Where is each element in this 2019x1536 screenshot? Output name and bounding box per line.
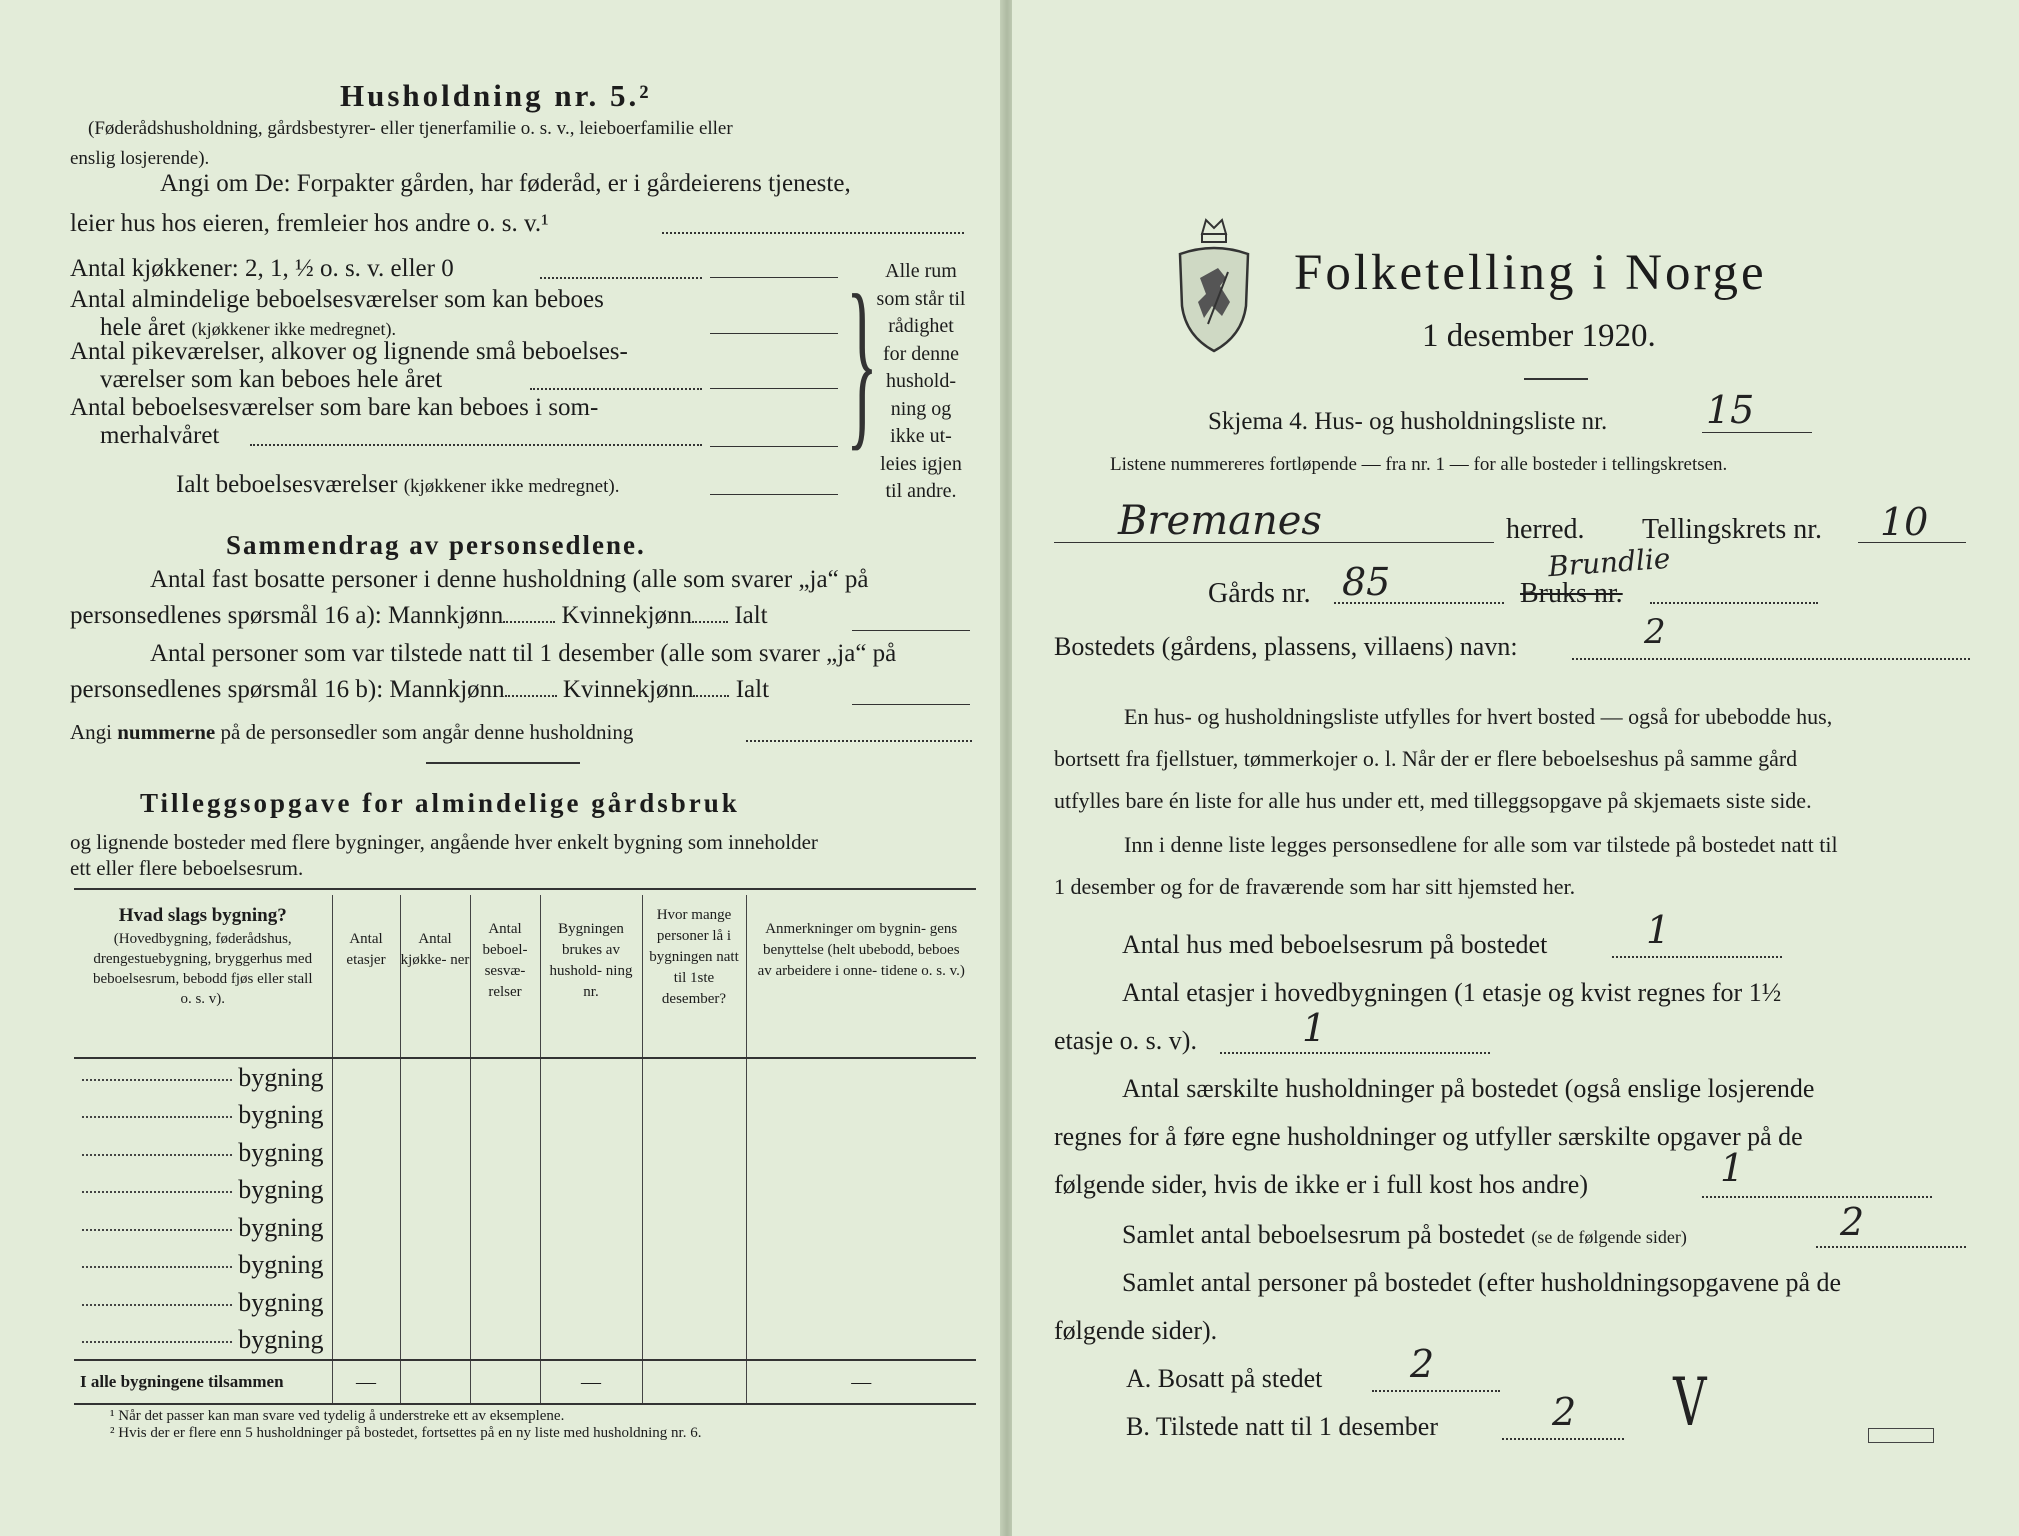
bruks-note: Brundlie [1546,541,1672,584]
herred-label: herred. [1506,514,1585,545]
bosted-line [1572,658,1970,660]
bosatt-label: A. Bosatt på stedet [1126,1364,1323,1393]
q-etasjer-value: 1 [1302,1006,1327,1050]
cell [540,1172,642,1210]
q-hus-line [1612,956,1782,958]
kvinne-label-1: Kvinnekjønn [561,602,693,629]
cell [332,1322,400,1361]
q-hush-1: Antal særskilte husholdninger på bostedet (også enslige losjerende [1122,1074,1815,1103]
tellingskrets-label: Tellingskrets nr. [1642,514,1823,545]
cell [400,1284,470,1322]
tilstede-value: 2 [1552,1390,1577,1434]
tellingskrets-value: 10 [1880,500,1929,544]
col-beboelsesvaerelser: Antal beboel- sesvæ- relser [470,895,540,1058]
ialt-label [176,471,619,499]
supplement-line-1: og lignende bosteder med flere bygninger, angående hver enkelt bygning som inneholder [70,830,818,854]
ialt-label-note: (kjøkkener ikke medregnet). [403,476,620,497]
cell [400,1247,470,1285]
angi-nummerne-pre: Angi [70,720,112,744]
cell [746,1284,976,1322]
cell [470,1209,540,1247]
col-building-type-title: Hvad slags bygning? [118,905,287,926]
supplement-title: Tilleggsopgave for almindelige gårdsbruk [140,788,740,818]
brace-note-line: for denne [882,342,960,365]
row-label-text: bygning [238,1212,324,1242]
footnote-2: ² Hvis der er flere enn 5 husholdninger på bostedet, fortsettes på en ny liste med husholdning nr. 6. [110,1425,702,1441]
summary-2-answer-line [852,704,970,705]
skjema-nr-line [1702,432,1812,433]
brace-note-line: ikke ut- [890,425,952,447]
brace-note [866,258,976,506]
row-label [74,1247,332,1285]
row-label-text: bygning [238,1100,324,1130]
row-label-blank [82,1341,232,1343]
cell [540,1058,642,1097]
q-hush-3: følgende sider, hvis de ikke er i full kost hos andre) [1054,1170,1588,1199]
section-divider [426,762,580,764]
q-hush-2: regnes for å føre egne husholdninger og utfyller særskilte opgaver på de [1054,1122,1803,1151]
q-hush-line [1702,1196,1932,1198]
q-rum-note: (se de følgende sider) [1531,1227,1687,1247]
building-table [74,895,976,1405]
gards-line [1334,602,1504,604]
row-label-blank [82,1191,232,1193]
summary-1b-text: personsedlenes spørsmål 16 a): Mannkjønn [70,602,504,629]
table-row [74,1247,976,1285]
table-top-rule [74,888,976,890]
cell [746,1172,976,1210]
kvinne-label-2: Kvinnekjønn [562,676,694,703]
row-label-text: bygning [238,1250,324,1280]
angi-nummerne [70,720,633,745]
bruks-label: Bruks nr. [1520,578,1623,609]
cell [470,1097,540,1135]
q-rum-label [1122,1220,1687,1250]
cell [540,1284,642,1322]
cell [470,1360,540,1404]
brace-note-line: som står til [876,287,966,310]
cell [332,1058,400,1097]
q-hush-value: 1 [1720,1146,1745,1190]
summary-line-1a: Antal fast bosatte personer i denne husholdning (alle som svarer „ja“ på [150,566,869,593]
q-etasjer-1: Antal etasjer i hovedbygningen (1 etasje og kvist regnes for 1½ [1122,978,1782,1007]
col-building-type-note: (Hovedbygning, føderådshus, drengestuebygning, bryggerhus med beboelsesrum, bebodd fjøs eller stall o. s. v). [92,931,313,1007]
beboes-question-2-text: hele året [100,314,186,341]
cell [332,1134,400,1172]
q-pers-2: følgende sider). [1054,1316,1218,1345]
ialt-label-text: Ialt beboelsesværelser [176,471,398,498]
total-husholdning: — [540,1360,642,1404]
row-label [74,1058,332,1097]
right-page [1012,0,2019,1536]
bosatt-line [1372,1390,1500,1392]
row-label-blank [82,1154,232,1156]
q-rum-text: Samlet antal beboelsesrum på bostedet [1122,1220,1525,1249]
brace: } [846,257,878,467]
cell [642,1322,746,1361]
angi-answer-line [662,232,964,234]
cell [746,1097,976,1135]
beboes-question-1: Antal almindelige beboelsesværelser som kan beboes [70,286,604,313]
tilstede-line [1502,1438,1624,1440]
herred-value: Bremanes [1118,498,1322,544]
cell [642,1172,746,1210]
supplement-line-2: ett eller flere beboelsesrum. [70,856,304,880]
cell [470,1172,540,1210]
angi-line-1: Angi om De: Forpakter gården, har føderåd, er i gårdeierens tjeneste, [160,170,851,197]
gards-label: Gårds nr. [1208,578,1311,609]
summary-line-1b [70,602,768,630]
q-pers-1: Samlet antal personer på bostedet (efter husholdningsopgavene på de [1122,1268,1842,1297]
table-row [74,1284,976,1322]
para-3: utfylles bare én liste for alle hus under ett, med tilleggsopgave på skjemaets siste side. [1054,788,1812,813]
row-label-blank [82,1116,232,1118]
gards-value: 85 [1342,560,1391,604]
row-label-text: bygning [238,1325,324,1355]
row-label-blank [82,1266,232,1268]
brace-note-line: ning og [890,397,952,420]
cell [470,1134,540,1172]
cell [642,1247,746,1285]
summary-line-2b [70,676,769,704]
col-etasjer: Antal etasjer [332,895,400,1058]
summary-1-answer-line [852,630,970,631]
check-mark: V [1673,1364,1707,1441]
title-rule [1524,378,1588,380]
cell [642,1209,746,1247]
row-label-blank [82,1304,232,1306]
row-label-blank [82,1079,232,1081]
cell [642,1134,746,1172]
printer-stamp [1868,1428,1934,1443]
cell [540,1097,642,1135]
tellingskrets-line [1858,542,1966,543]
kjokken-dots [540,277,702,279]
row-label-text: bygning [238,1175,324,1205]
pike-question-2: værelser som kan beboes hele året [100,366,443,393]
angi-nummerne-post: på de personsedler som angår denne husholdning [220,720,634,744]
blank-kvinne-2 [693,695,729,697]
footnote-1: ¹ Når det passer kan man svare ved tydelig å understreke ett av eksemplene. [110,1408,565,1424]
cell [332,1172,400,1210]
angi-line-2: leier hus hos eieren, fremleier hos andre o. s. v.¹ [70,210,549,237]
row-label-text: bygning [238,1062,324,1092]
row-label [74,1172,332,1210]
cell [400,1360,470,1404]
form-date: 1 desember 1920. [1422,318,1656,354]
cell [746,1322,976,1361]
cell [400,1058,470,1097]
col-building-type [74,895,332,1058]
col-husholdning-nr: Bygningen brukes av hushold- ning nr. [540,895,642,1058]
brace-note-line: rådighet [888,315,954,337]
pike-question-1: Antal pikeværelser, alkover og lignende små beboelses- [70,338,628,365]
cell [746,1134,976,1172]
table-total-row [74,1360,976,1404]
row-label [74,1209,332,1247]
kjokken-question: Antal kjøkkener: 2, 1, ½ o. s. v. eller 0 [70,255,454,282]
cell [540,1134,642,1172]
cell [540,1322,642,1361]
sommer-dots [250,444,702,446]
row-label [74,1284,332,1322]
herred-line [1054,542,1494,543]
tilstede-label: B. Tilstede natt til 1 desember [1126,1412,1438,1441]
summary-title: Sammendrag av personsedlene. [226,530,646,560]
row-label-text: bygning [238,1137,324,1167]
cell [470,1247,540,1285]
para-1: En hus- og husholdningsliste utfylles for hvert bosted — også for ubebodde hus, [1124,704,1833,729]
total-etasjer: — [332,1360,400,1404]
coat-of-arms-icon [1172,206,1256,361]
ialt-short-1: Ialt [734,602,768,629]
beboes-answer-line [710,333,838,334]
kjokken-answer-line [710,277,838,278]
sommer-question-2: merhalvåret [100,422,220,449]
blank-mann-1 [503,621,555,623]
total-label: I alle bygningene tilsammen [74,1360,332,1404]
table-row [74,1134,976,1172]
listene-note: Listene nummereres fortløpende — fra nr. 1 — for alle bosteder i tellingskretsen. [1110,454,1728,475]
cell [746,1058,976,1097]
table-row [74,1209,976,1247]
summary-2b-text: personsedlenes spørsmål 16 b): Mannkjønn [70,676,505,703]
cell [470,1322,540,1361]
household-title: Husholdning nr. 5.² [340,78,652,113]
cell [400,1134,470,1172]
cell [540,1247,642,1285]
row-label [74,1097,332,1135]
para-4: Inn i denne liste legges personsedlene for alle som var tilstede på bostedet natt til [1124,832,1838,857]
left-page [0,0,1004,1536]
sommer-question-1: Antal beboelsesværelser som bare kan beboes i som- [70,394,599,421]
cell [540,1209,642,1247]
row-label-blank [82,1229,232,1231]
form-title: Folketelling i Norge [1294,245,1767,301]
brace-note-line: til andre. [885,480,957,502]
brace-note-line: leies igjen [880,452,962,475]
col-kjokkener: Antal kjøkke- ner [400,895,470,1058]
household-intro: (Føderådshusholdning, gårdsbestyrer- eller tjenerfamilie o. s. v., leieboerfamilie eller [88,118,733,139]
ialt-answer-line [710,494,838,495]
angi-nummerne-bold: nummerne [117,720,216,744]
table-header-row [74,895,976,1058]
q-hus-label: Antal hus med beboelsesrum på bostedet [1122,930,1548,959]
cell [400,1172,470,1210]
beboes-question-note: (kjøkkener ikke medregnet). [191,319,397,339]
skjema-nr-value: 15 [1706,388,1755,432]
cell [332,1097,400,1135]
ialt-short-2: Ialt [735,676,770,703]
q-etasjer-line [1220,1052,1490,1054]
bosted-label: Bostedets (gårdens, plassens, villaens) navn: [1054,632,1518,661]
blank-kvinne-1 [692,621,728,623]
col-personer: Hvor mange personer lå i bygningen natt til 1ste desember? [642,895,746,1058]
cell [332,1209,400,1247]
skjema-label: Skjema 4. Hus- og husholdningsliste nr. [1208,408,1608,435]
brace-note-line: Alle rum [885,260,957,282]
cell [642,1284,746,1322]
cell [470,1058,540,1097]
household-intro-2: enslig losjerende). [70,148,210,169]
cell [470,1284,540,1322]
sommer-answer-line [710,446,838,447]
angi-nummerne-line [746,740,972,742]
cell [400,1322,470,1361]
q-rum-value: 2 [1840,1200,1865,1244]
cell [642,1097,746,1135]
bosted-value: 2 [1644,612,1666,652]
cell [642,1058,746,1097]
col-anmerkninger: Anmerkninger om bygnin- gens benyttelse (helt ubebodd, beboes av arbeidere i onne- tidene o. s. v.) [746,895,976,1058]
table-row [74,1097,976,1135]
cell [400,1097,470,1135]
row-label-text: bygning [238,1287,324,1317]
blank-mann-2 [505,695,557,697]
cell [400,1209,470,1247]
cell [332,1247,400,1285]
table-row [74,1172,976,1210]
q-etasjer-2: etasje o. s. v). [1054,1026,1197,1055]
q-hus-value: 1 [1646,908,1671,952]
cell [746,1209,976,1247]
table-row [74,1058,976,1097]
total-anmerkninger: — [746,1360,976,1404]
row-label [74,1134,332,1172]
brace-note-line: hushold- [886,370,956,392]
para-2: bortsett fra fjellstuer, tømmerkojer o. l. Når der er flere beboelseshus på samme gård [1054,746,1798,771]
row-label [74,1322,332,1361]
cell [746,1247,976,1285]
table-row [74,1322,976,1361]
cell [642,1360,746,1404]
para-5: 1 desember og for de fraværende som har sitt hjemsted her. [1054,874,1576,899]
pike-dots [530,388,702,390]
cell [332,1284,400,1322]
pike-answer-line [710,388,838,389]
bruks-line [1650,602,1818,604]
bosatt-value: 2 [1410,1342,1435,1386]
q-rum-line [1816,1246,1966,1248]
summary-line-2a: Antal personer som var tilstede natt til 1 desember (alle som svarer „ja“ på [150,640,897,667]
